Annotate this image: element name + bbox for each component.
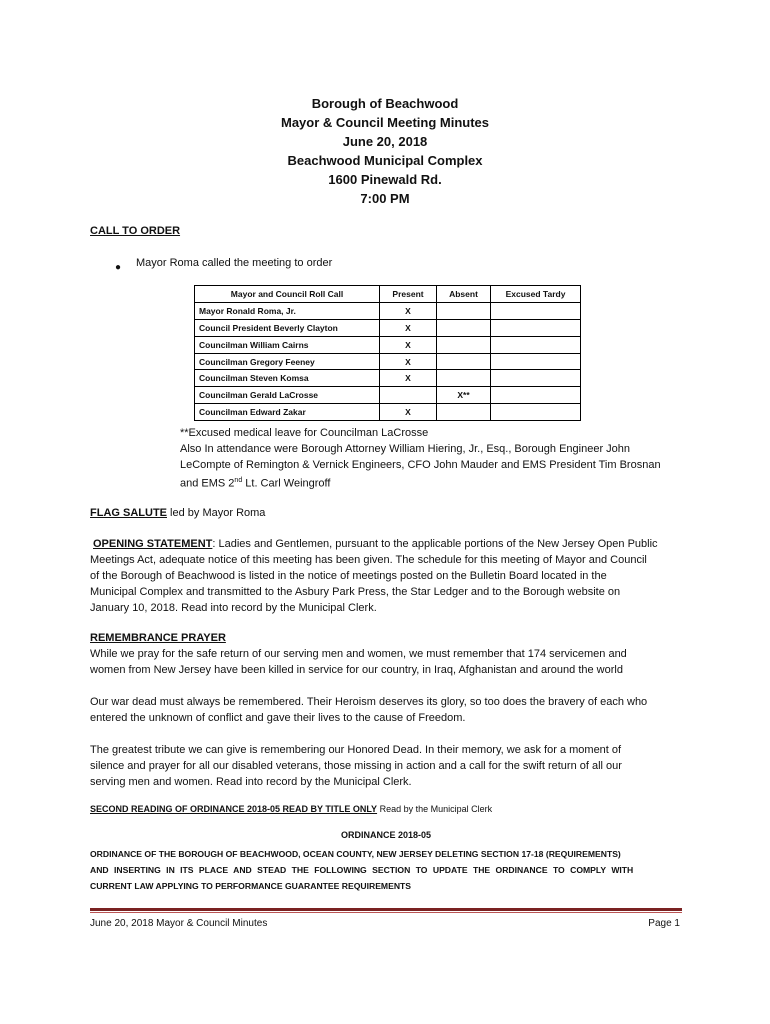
bullet-icon: ● — [115, 262, 122, 273]
table-row — [195, 404, 581, 421]
ordinance-text: ORDINANCE OF THE BOROUGH OF BEACHWOOD, OCEAN COUNTY, NEW JERSEY DELETING SECTION 17-18 (REQUIREMENTS) AND INSERTING IN ITS PLACE AND STEAD THE FOLLOWING SECTION TO UPDATE THE ORDINANCE TO COMPLY WITH CURRENT LAW APPLYING TO PERFORMANCE GUARANTEE REQUIREMENTS — [90, 849, 634, 891]
absent-mark — [437, 353, 491, 370]
present-mark: X — [380, 404, 437, 421]
member-name: Councilman Gerald LaCrosse — [195, 387, 380, 404]
roll-call-header-present: Present — [380, 286, 437, 303]
present-mark: X — [380, 302, 437, 319]
footer-divider-thin — [90, 912, 682, 913]
present-mark — [380, 387, 437, 404]
remembrance-heading: REMEMBRANCE PRAYER — [90, 632, 226, 644]
present-mark: X — [380, 370, 437, 387]
header-time: 7:00 PM — [360, 191, 410, 206]
second-reading-text: Read by the Municipal Clerk — [377, 804, 493, 814]
attendance-line-1: Also In attendance were Borough Attorney William Hiering, Jr., Esq., Borough Engineer John — [180, 443, 631, 455]
member-name: Mayor Ronald Roma, Jr. — [195, 302, 380, 319]
member-name: Councilman William Cairns — [195, 336, 380, 353]
member-name: Councilman Steven Komsa — [195, 370, 380, 387]
excused-mark — [491, 302, 581, 319]
table-row — [195, 336, 581, 353]
table-row — [195, 370, 581, 387]
present-mark: X — [380, 319, 437, 336]
flag-salute — [90, 505, 265, 521]
member-name: Councilman Edward Zakar — [195, 404, 380, 421]
footer-divider — [90, 908, 682, 911]
header-meeting-title: Mayor & Council Meeting Minutes — [280, 115, 489, 130]
excused-mark — [491, 404, 581, 421]
absent-mark — [437, 302, 491, 319]
absent-mark — [437, 319, 491, 336]
excused-mark — [491, 336, 581, 353]
table-row — [195, 353, 581, 370]
roll-call-header-absent: Absent — [437, 286, 491, 303]
excused-mark — [491, 370, 581, 387]
header-location: Beachwood Municipal Complex — [287, 153, 483, 168]
ordinance-title: ORDINANCE 2018-05 — [340, 830, 432, 840]
excused-mark — [491, 319, 581, 336]
header-borough: Borough of Beachwood — [311, 96, 459, 111]
absent-mark — [437, 336, 491, 353]
remembrance-prayer: REMEMBRANCE PRAYER While we pray for the safe return of our serving men and women, we must remember that 174 servicemen and women from New Jersey have been killed in service for our country, in Iraq, Afghanistan and around the world Our war dead must always be remembered. Their Heroism deserves its glory, so too does the bravery of each who entered the unknown of conflict and gave their lives to the cause of Freedom. The greatest tribute we can give is remembering our Honored Dead. In their memory, we ask for a moment of silence and prayer for all our disabled veterans, those missing in action and a call for the swift return of all our serving men and women. Read into record by the Municipal Clerk. — [90, 632, 648, 788]
flag-salute-text: led by Mayor Roma — [167, 507, 266, 519]
footer-page-number: Page 1 — [648, 918, 680, 929]
member-name: Councilman Gregory Feeney — [195, 353, 380, 370]
roll-call-table — [194, 285, 581, 421]
member-name: Council President Beverly Clayton — [195, 319, 380, 336]
attendance-line-2: LeCompte of Remington & Vernick Engineers, CFO John Mauder and EMS President Tim Brosnan — [180, 459, 661, 471]
absent-mark — [437, 404, 491, 421]
footer-left: June 20, 2018 Mayor & Council Minutes — [90, 918, 268, 929]
header-address: 1600 Pinewald Rd. — [328, 172, 442, 187]
call-to-order-heading: CALL TO ORDER — [90, 225, 181, 237]
call-to-order-bullet: Mayor Roma called the meeting to order — [136, 257, 333, 269]
opening-statement-heading: OPENING STATEMENT — [93, 538, 213, 550]
second-reading-heading: SECOND READING OF ORDINANCE 2018-05 READ BY TITLE ONLY — [90, 804, 378, 814]
roll-call-header-name: Mayor and Council Roll Call — [195, 286, 380, 303]
table-row — [195, 302, 581, 319]
absent-mark — [437, 370, 491, 387]
present-mark: X — [380, 353, 437, 370]
table-row — [195, 387, 581, 404]
roll-call-header-excused: Excused Tardy — [491, 286, 581, 303]
table-row — [195, 319, 581, 336]
excused-mark — [491, 353, 581, 370]
attendance-line-3: and EMS 2nd Lt. Carl Weingroff — [180, 477, 331, 490]
present-mark: X — [380, 336, 437, 353]
second-reading — [90, 804, 492, 814]
roll-call-header-row — [195, 286, 581, 303]
header-date: June 20, 2018 — [342, 134, 428, 149]
absent-mark: X** — [437, 387, 491, 404]
opening-statement: OPENING STATEMENT: Ladies and Gentlemen, pursuant to the applicable portions of the New Jersey Open Public Meetings Act, adequate notice of this meeting has been given. The schedule for this meeting of Mayor and Council of the Borough of Beachwood is listed in the notice of meetings posted on the Bulletin Board located in the Municipal Complex and transmitted to the Asbury Park Press, the Star Ledger and to the Borough website on January 10, 2018. Read into record by the Municipal Clerk. — [90, 538, 658, 614]
flag-salute-heading: FLAG SALUTE — [90, 507, 167, 519]
excused-note: **Excused medical leave for Councilman LaCrosse — [180, 427, 429, 439]
excused-mark — [491, 387, 581, 404]
